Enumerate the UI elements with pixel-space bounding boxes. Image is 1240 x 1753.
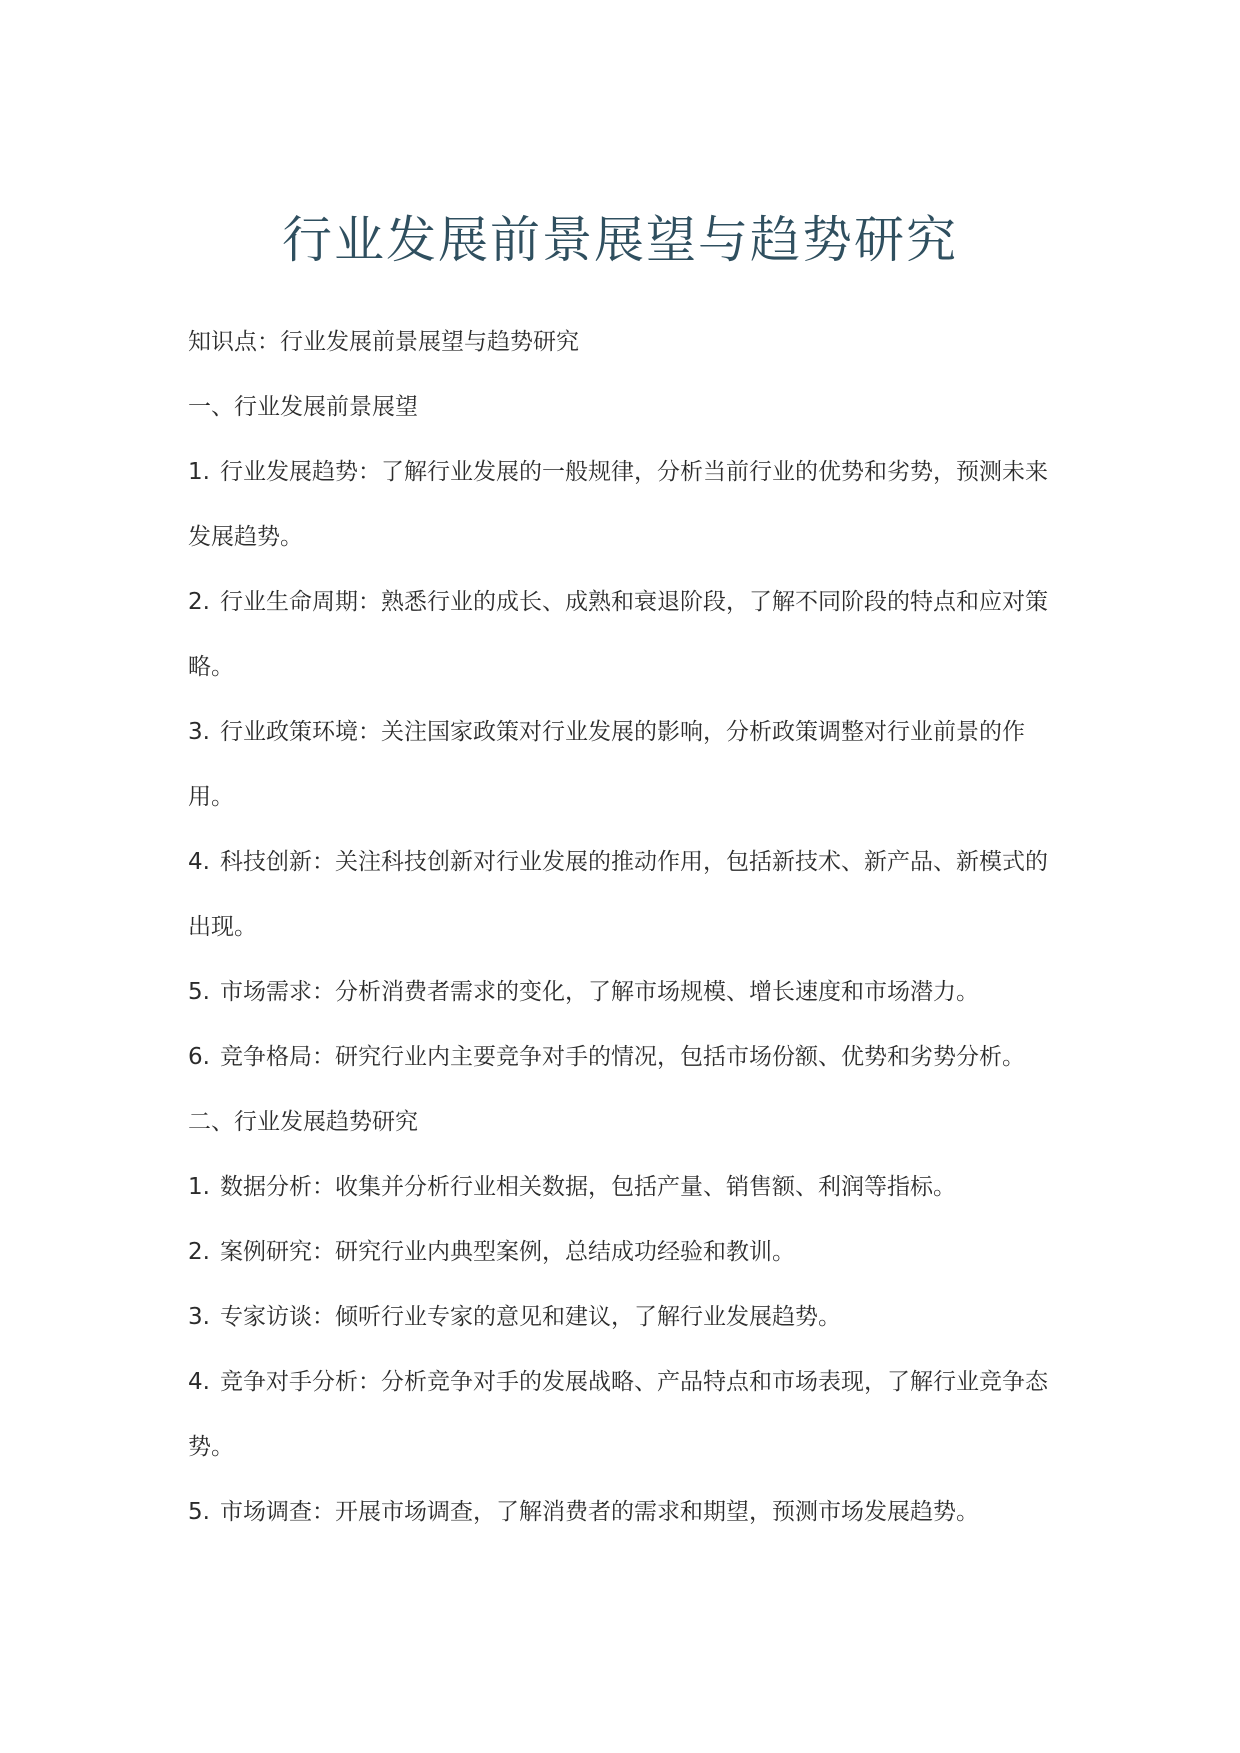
list-item xyxy=(188,960,1056,1025)
item-number: 1. xyxy=(188,459,210,485)
section-heading: 二、行业发展趋势研究 xyxy=(188,1109,418,1135)
item-text: 市场需求：分析消费者需求的变化，了解市场规模、增长速度和市场潜力。 xyxy=(219,979,979,1005)
item-text: 案例研究：研究行业内典型案例，总结成功经验和教训。 xyxy=(219,1239,795,1265)
list-item xyxy=(188,1285,1056,1350)
list-item xyxy=(188,570,1056,700)
item-number: 5. xyxy=(188,979,210,1005)
section-heading: 一、行业发展前景展望 xyxy=(188,394,418,420)
list-item xyxy=(188,700,1056,830)
list-item xyxy=(188,1155,1056,1220)
list-item xyxy=(188,830,1056,960)
item-text: 竞争对手分析：分析竞争对手的发展战略、产品特点和市场表现，了解行业竞争态势。 xyxy=(188,1369,1048,1460)
item-text: 竞争格局：研究行业内主要竞争对手的情况，包括市场份额、优势和劣势分析。 xyxy=(219,1044,1025,1070)
item-text: 市场调查：开展市场调查，了解消费者的需求和期望，预测市场发展趋势。 xyxy=(219,1499,979,1525)
item-text: 数据分析：收集并分析行业相关数据，包括产量、销售额、利润等指标。 xyxy=(219,1174,956,1200)
item-text: 行业生命周期：熟悉行业的成长、成熟和衰退阶段，了解不同阶段的特点和应对策略。 xyxy=(188,589,1048,680)
document-title: 行业发展前景展望与趋势研究 xyxy=(282,211,958,269)
list-item xyxy=(188,1025,1056,1090)
item-text: 行业政策环境：关注国家政策对行业发展的影响，分析政策调整对行业前景的作用。 xyxy=(188,719,1025,810)
item-number: 1. xyxy=(188,1174,210,1200)
item-number: 5. xyxy=(188,1499,210,1525)
item-text: 专家访谈：倾听行业专家的意见和建议，了解行业发展趋势。 xyxy=(219,1304,841,1330)
item-number: 2. xyxy=(188,589,210,615)
list-item xyxy=(188,1480,1056,1545)
item-text: 科技创新：关注科技创新对行业发展的推动作用，包括新技术、新产品、新模式的出现。 xyxy=(188,849,1048,940)
item-number: 2. xyxy=(188,1239,210,1265)
item-number: 4. xyxy=(188,1369,210,1395)
item-number: 6. xyxy=(188,1044,210,1070)
list-item xyxy=(188,440,1056,570)
item-number: 3. xyxy=(188,1304,210,1330)
list-item xyxy=(188,1220,1056,1285)
item-text: 行业发展趋势：了解行业发展的一般规律，分析当前行业的优势和劣势，预测未来发展趋势。 xyxy=(188,459,1048,550)
document-body xyxy=(188,310,1056,1545)
item-number: 4. xyxy=(188,849,210,875)
list-item xyxy=(188,1350,1056,1480)
item-number: 3. xyxy=(188,719,210,745)
knowledge-point: 知识点：行业发展前景展望与趋势研究 xyxy=(188,329,579,355)
